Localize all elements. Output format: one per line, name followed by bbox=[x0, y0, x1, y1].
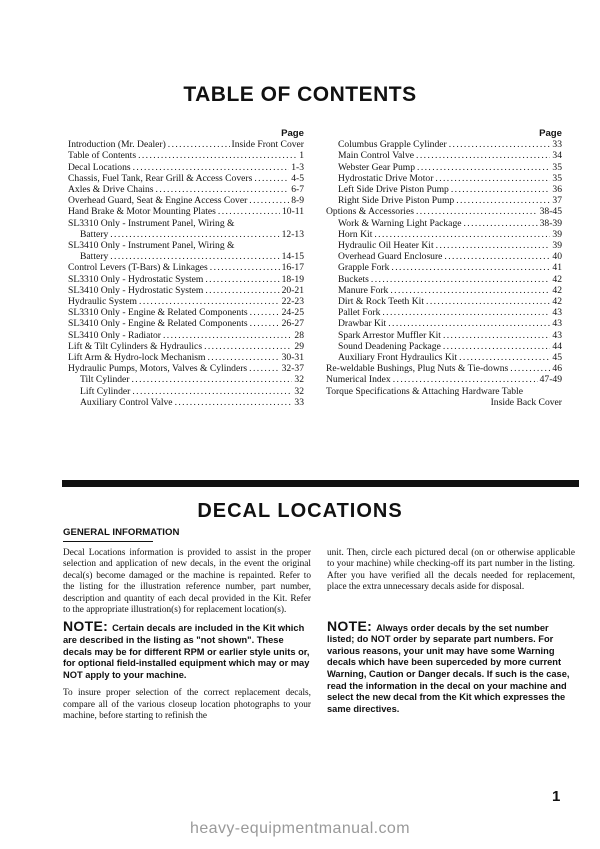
toc-entry-title: Overhead Guard Enclosure bbox=[338, 251, 443, 263]
toc-leader-dots bbox=[456, 195, 550, 206]
toc-leader-dots bbox=[435, 173, 550, 184]
toc-leader-dots bbox=[132, 374, 293, 385]
toc-leader-dots bbox=[391, 262, 550, 273]
selection-paragraph: To insure proper selection of the correct replacement decals, compare all of the various closeup location photographs to your machine, before starting to refinish the bbox=[63, 688, 311, 722]
toc-entry bbox=[326, 330, 562, 341]
toc-entry bbox=[68, 374, 304, 385]
toc-entry bbox=[68, 386, 304, 397]
toc-entry-title: Introduction (Mr. Dealer) bbox=[68, 139, 166, 151]
toc-leader-dots bbox=[443, 330, 550, 341]
toc-entry-title: Horn Kit bbox=[338, 228, 373, 240]
toc-right-column bbox=[326, 128, 562, 408]
toc-leader-dots bbox=[451, 184, 551, 195]
toc-leader-dots bbox=[168, 139, 230, 150]
toc-leader-dots bbox=[444, 251, 550, 262]
toc-entry-page: 32 bbox=[294, 374, 304, 386]
toc-entry-page: 46 bbox=[552, 363, 562, 375]
toc-entry-page: 1 bbox=[299, 150, 304, 162]
toc-entry bbox=[68, 184, 304, 195]
toc-entry-page: 37 bbox=[552, 195, 562, 207]
toc-entry-page: 41 bbox=[552, 262, 562, 274]
toc-leader-dots bbox=[139, 296, 280, 307]
toc-entry-title: Table of Contents bbox=[68, 150, 137, 162]
toc-leader-dots bbox=[210, 262, 280, 273]
toc-leader-dots bbox=[459, 352, 550, 363]
toc-entry-title: Battery bbox=[80, 251, 109, 263]
toc-entry bbox=[326, 195, 562, 206]
toc-entry-page: 12-13 bbox=[281, 228, 304, 240]
toc-entry-page: 36 bbox=[552, 184, 562, 196]
toc-entry-page: 43 bbox=[552, 307, 562, 319]
toc-leader-dots bbox=[250, 318, 280, 329]
general-information-heading: GENERAL INFORMATION bbox=[63, 527, 180, 538]
toc-entry-page: 33 bbox=[294, 396, 304, 408]
toc-entry-page: 8-9 bbox=[291, 195, 304, 207]
toc-entry bbox=[326, 162, 562, 173]
toc-left-column bbox=[68, 128, 304, 408]
toc-entry-page: 39 bbox=[552, 240, 562, 252]
toc-entry-title: Pallet Fork bbox=[338, 307, 381, 319]
toc-entry-page: 1-3 bbox=[291, 161, 304, 173]
toc-leader-dots bbox=[371, 274, 550, 285]
toc-entry-title: SL3410 Only - Instrument Panel, Wiring & bbox=[68, 240, 235, 252]
toc-entry-page: 29 bbox=[294, 340, 304, 352]
toc-leader-dots bbox=[388, 318, 550, 329]
toc-entry-page: 10-11 bbox=[281, 206, 304, 218]
toc-entry-page: 26-27 bbox=[281, 318, 304, 330]
toc-entry-page: 45 bbox=[552, 352, 562, 364]
toc-entry-title: SL3410 Only - Engine & Related Components bbox=[68, 318, 248, 330]
toc-leader-dots bbox=[163, 330, 292, 341]
toc-entry-page: 34 bbox=[552, 150, 562, 162]
toc-entry-title: Tilt Cylinder bbox=[80, 374, 130, 386]
toc-entry-title: Lift Cylinder bbox=[80, 385, 131, 397]
toc-page-header: Page bbox=[539, 128, 562, 139]
toc-entry bbox=[326, 307, 562, 318]
circle-decal-paragraph: unit. Then, circle each pictured decal (on or otherwise applicable to your machine) while checking-off its part number in the listing. After you have verified all the decals needed for replacement, place the extra unnecessary decals aside for disposal. bbox=[327, 548, 575, 593]
toc-entry-title: Inside Back Cover bbox=[490, 396, 562, 408]
toc-entry-page: 42 bbox=[552, 273, 562, 285]
toc-leader-dots bbox=[443, 341, 551, 352]
toc-entry bbox=[326, 218, 562, 229]
toc-entry bbox=[68, 195, 304, 206]
toc-entry-page: 28 bbox=[294, 329, 304, 341]
toc-entry-title: Hydraulic Pumps, Motors, Valves & Cylinders bbox=[68, 363, 248, 375]
toc-entry-page: 30-31 bbox=[281, 352, 304, 364]
toc-entry-page: 38-45 bbox=[539, 206, 562, 218]
note-label: NOTE: bbox=[63, 618, 109, 635]
toc-entry-page: 44 bbox=[552, 340, 562, 352]
heading-underline bbox=[63, 541, 153, 542]
toc-entry-title: Axles & Drive Chains bbox=[68, 184, 154, 196]
toc-entry-title: Webster Gear Pump bbox=[338, 161, 416, 173]
toc-left-entries bbox=[68, 139, 304, 408]
toc-entry bbox=[68, 262, 304, 273]
decal-section-title: DECAL LOCATIONS bbox=[197, 500, 403, 522]
toc-entry-page: 14-15 bbox=[281, 251, 304, 263]
toc-leader-dots bbox=[250, 307, 280, 318]
toc-entry-page: 20-21 bbox=[281, 284, 304, 296]
toc-leader-dots bbox=[133, 162, 290, 173]
toc-entry bbox=[68, 229, 304, 240]
toc-entry bbox=[326, 139, 562, 150]
note-text: Always order decals by the set number listed; do NOT order by separate part numbers. For various reasons, your unit may have some Warning decals which have been superceded by more current Warning, Caution or Danger decals. If such is the case, read the information in the decal on your machine and select the new decal from the Kit which expresses the same directives. bbox=[327, 622, 570, 714]
toc-entry bbox=[68, 397, 304, 408]
toc-leader-dots bbox=[207, 352, 279, 363]
toc-leader-dots bbox=[416, 206, 538, 217]
toc-entry-title: Torque Specifications & Attaching Hardware Table bbox=[326, 385, 523, 397]
toc-entry-title: Hydraulic System bbox=[68, 296, 138, 308]
toc-entry-title: Left Side Drive Piston Pump bbox=[338, 184, 449, 196]
toc-entry-title: Battery bbox=[80, 228, 109, 240]
toc-page-header: Page bbox=[281, 128, 304, 139]
toc-leader-dots bbox=[204, 341, 292, 352]
note-ordering bbox=[327, 617, 575, 716]
toc-entry-title: Main Control Valve bbox=[338, 150, 415, 162]
note-kit-contents bbox=[63, 618, 311, 681]
toc-entry bbox=[68, 363, 304, 374]
toc-entry-page: 32-37 bbox=[281, 363, 304, 375]
toc-leader-dots bbox=[464, 218, 538, 229]
toc-leader-dots bbox=[436, 240, 551, 251]
toc-entry bbox=[68, 274, 304, 285]
toc-entry-title: Chassis, Fuel Tank, Rear Grill & Access Covers bbox=[68, 172, 253, 184]
toc-entry-title: Dirt & Rock Teeth Kit bbox=[338, 296, 425, 308]
toc-entry bbox=[326, 363, 562, 374]
toc-entry-title: SL3310 Only - Instrument Panel, Wiring & bbox=[68, 217, 235, 229]
toc-leader-dots bbox=[218, 206, 280, 217]
toc-entry bbox=[326, 229, 562, 240]
toc-entry bbox=[326, 397, 562, 408]
toc-entry-page: 33 bbox=[552, 139, 562, 151]
toc-entry bbox=[68, 318, 304, 329]
toc-entry bbox=[326, 386, 562, 397]
section-divider bbox=[62, 480, 579, 487]
toc-entry-title: SL3410 Only - Hydrostatic System bbox=[68, 284, 204, 296]
toc-entry-title: Lift Arm & Hydro-lock Mechanism bbox=[68, 352, 206, 364]
toc-entry-page: 22-23 bbox=[281, 296, 304, 308]
toc-entry-title: Lift & Tilt Cylinders & Hydraulics bbox=[68, 340, 203, 352]
toc-entry-page: 18-19 bbox=[281, 273, 304, 285]
toc-entry bbox=[68, 206, 304, 217]
toc-entry-title: Work & Warning Light Package bbox=[338, 217, 462, 229]
toc-leader-dots bbox=[449, 139, 551, 150]
toc-entry bbox=[326, 150, 562, 161]
toc-entry bbox=[326, 296, 562, 307]
toc-entry-page: 42 bbox=[552, 284, 562, 296]
page-number: 1 bbox=[552, 788, 561, 805]
toc-entry-page: 35 bbox=[552, 161, 562, 173]
toc-entry bbox=[68, 352, 304, 363]
toc-entry-page: 47-49 bbox=[539, 374, 562, 386]
toc-entry-title: Options & Accessories bbox=[326, 206, 414, 218]
toc-entry bbox=[326, 240, 562, 251]
toc-entry-title: SL3310 Only - Engine & Related Components bbox=[68, 307, 248, 319]
toc-entry bbox=[68, 173, 304, 184]
toc-entry-title: Numerical Index bbox=[326, 374, 391, 386]
decal-right-column bbox=[327, 548, 575, 715]
toc-leader-dots bbox=[254, 173, 289, 184]
toc-leader-dots bbox=[205, 285, 279, 296]
toc-entry-title: SL3310 Only - Hydrostatic System bbox=[68, 273, 204, 285]
toc-entry-title: Sound Deadening Package bbox=[338, 340, 441, 352]
toc-entry-page: 35 bbox=[552, 172, 562, 184]
toc-entry bbox=[326, 206, 562, 217]
toc-entry-page: Inside Front Cover bbox=[231, 139, 304, 151]
toc-entry bbox=[326, 374, 562, 385]
toc-entry bbox=[326, 318, 562, 329]
toc-entry bbox=[326, 251, 562, 262]
toc-entry-title: Right Side Drive Piston Pump bbox=[338, 195, 455, 207]
decal-left-column bbox=[63, 548, 311, 723]
toc-entry-title: Buckets bbox=[338, 273, 369, 285]
toc-entry bbox=[68, 139, 304, 150]
toc-entry bbox=[326, 173, 562, 184]
toc-entry bbox=[326, 262, 562, 273]
toc-entry bbox=[326, 341, 562, 352]
toc-entry-title: Auxiliary Control Valve bbox=[80, 396, 173, 408]
toc-entry bbox=[326, 274, 562, 285]
toc-leader-dots bbox=[374, 229, 550, 240]
toc-entry-title: Hand Brake & Motor Mounting Plates bbox=[68, 206, 216, 218]
toc-entry-page: 43 bbox=[552, 329, 562, 341]
toc-entry-page: 43 bbox=[552, 318, 562, 330]
toc-entry-title: Hydrostatic Drive Motor bbox=[338, 172, 434, 184]
toc-entry bbox=[326, 285, 562, 296]
toc-leader-dots bbox=[138, 150, 297, 161]
toc-leader-dots bbox=[110, 229, 279, 240]
toc-entry bbox=[326, 352, 562, 363]
toc-leader-dots bbox=[416, 150, 550, 161]
toc-entry bbox=[68, 218, 304, 229]
toc-entry-title: Columbus Grapple Cylinder bbox=[338, 139, 447, 151]
toc-leader-dots bbox=[426, 296, 550, 307]
toc-leader-dots bbox=[417, 162, 550, 173]
toc-entry-title: Hydraulic Oil Heater Kit bbox=[338, 240, 434, 252]
toc-entry bbox=[68, 251, 304, 262]
toc-entry-title: Auxiliary Front Hydraulics Kit bbox=[338, 352, 458, 364]
toc-entry-title: Grapple Fork bbox=[338, 262, 390, 274]
toc-leader-dots bbox=[156, 184, 290, 195]
toc-entry-title: Control Levers (T-Bars) & Linkages bbox=[68, 262, 208, 274]
toc-entry-page: 42 bbox=[552, 296, 562, 308]
toc-leader-dots bbox=[249, 195, 289, 206]
note-label: NOTE: bbox=[327, 617, 373, 634]
toc-entry-page: 40 bbox=[552, 251, 562, 263]
watermark: heavy-equipmentmanual.com bbox=[190, 820, 410, 837]
toc-entry-title: Manure Fork bbox=[338, 284, 389, 296]
toc-entry bbox=[68, 330, 304, 341]
toc-leader-dots bbox=[205, 274, 279, 285]
toc-entry-page: 32 bbox=[294, 385, 304, 397]
toc-leader-dots bbox=[393, 374, 538, 385]
toc-title: TABLE OF CONTENTS bbox=[183, 83, 417, 106]
toc-entry bbox=[68, 240, 304, 251]
toc-entry bbox=[68, 307, 304, 318]
toc-entry-title: SL3410 Only - Radiator bbox=[68, 329, 161, 341]
toc-entry-title: Spark Arrestor Muffler Kit bbox=[338, 329, 441, 341]
toc-entry-page: 16-17 bbox=[281, 262, 304, 274]
toc-leader-dots bbox=[175, 397, 293, 408]
toc-right-entries bbox=[326, 139, 562, 408]
toc-entry bbox=[68, 162, 304, 173]
toc-leader-dots bbox=[390, 285, 550, 296]
toc-entry-title: Re-weldable Bushings, Plug Nuts & Tie-downs bbox=[326, 363, 509, 375]
toc-entry-page: 6-7 bbox=[291, 184, 304, 196]
note-text: Certain decals are included in the Kit which are described in the listing as "not shown". These decals may be for different RPM or earlier style units or, for optional field-installed equipment which may or may NOT apply to your machine. bbox=[63, 623, 310, 680]
toc-entry-title: Overhead Guard, Seat & Engine Access Cover bbox=[68, 195, 248, 207]
toc-leader-dots bbox=[382, 307, 550, 318]
toc-leader-dots bbox=[249, 363, 279, 374]
toc-leader-dots bbox=[110, 251, 279, 262]
toc-entry-title: Decal Locations bbox=[68, 161, 131, 173]
toc-entry-page: 4-5 bbox=[291, 172, 304, 184]
toc-leader-dots bbox=[132, 386, 292, 397]
intro-paragraph: Decal Locations information is provided to assist in the proper selection and application of new decals, in the event the original decal(s) become damaged or the machine is repainted. Refer to the listing for the illustration reference number, part number, description and quantity of each decal provided in the Kit. Refer to the appropriate illustration(s) for replacement location(s). bbox=[63, 548, 311, 616]
toc-entry-page: 24-25 bbox=[281, 307, 304, 319]
toc-entry bbox=[68, 341, 304, 352]
toc-entry-title: Drawbar Kit bbox=[338, 318, 387, 330]
toc-leader-dots bbox=[510, 363, 550, 374]
toc-entry-page: 38-39 bbox=[539, 217, 562, 229]
toc-entry bbox=[68, 285, 304, 296]
toc-entry bbox=[68, 296, 304, 307]
toc-entry bbox=[326, 184, 562, 195]
toc-entry-page: 39 bbox=[552, 228, 562, 240]
toc-entry bbox=[68, 150, 304, 161]
